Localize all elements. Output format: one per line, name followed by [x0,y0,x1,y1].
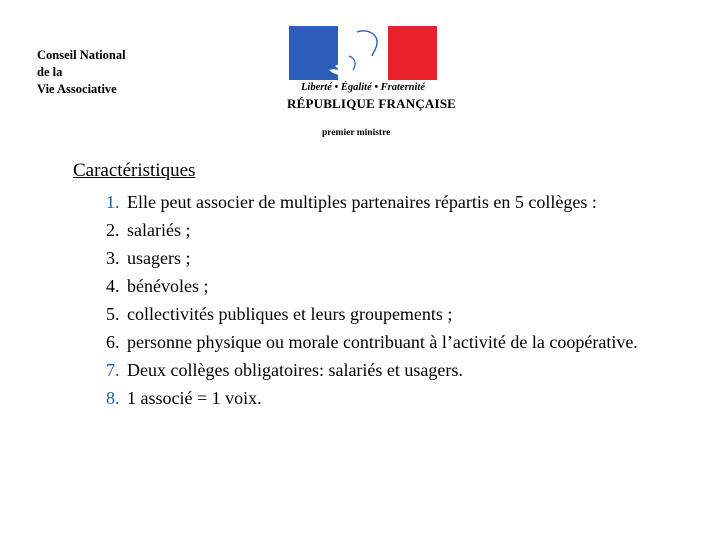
premier-ministre-subtitle: premier ministre [322,128,391,138]
list-item-number: 2. [106,220,120,240]
list-item [106,302,668,327]
list-item-text: salariés ; [127,220,191,240]
list-item-text: bénévoles ; [127,276,209,296]
list-item-number: 8. [106,388,120,408]
list-item [106,330,668,355]
list-item-text: Elle peut associer de multiples partenaires répartis en 5 collèges : [127,192,597,212]
list-item [106,386,668,411]
list-item-text: collectivités publiques et leurs groupements ; [127,304,453,324]
organization-name-line-1: Conseil National [37,48,126,62]
characteristics-list [106,190,668,414]
list-item [106,246,668,271]
list-item-number: 4. [106,276,120,296]
list-item [106,274,668,299]
motto-text: Liberté • Égalité • Fraternité [300,82,425,93]
marianne-icon [327,26,397,80]
list-item [106,218,668,243]
republique-francaise-text: RÉPUBLIQUE FRANÇAISE [287,96,457,111]
list-item-text: Deux collèges obligatoires: salariés et usagers. [127,360,463,380]
list-item-number: 5. [106,304,120,324]
list-item-number: 6. [106,332,120,352]
list-item-number: 7. [106,360,120,380]
list-item-text: personne physique ou morale contribuant à l’activité de la coopérative. [127,332,638,352]
section-heading: Caractéristiques [73,160,196,181]
list-item [106,190,668,215]
organization-name-line-2: de la [37,65,63,79]
list-item [106,358,668,383]
list-item-number: 1. [106,192,120,212]
list-item-number: 3. [106,248,120,268]
organization-name [37,47,126,98]
republique-francaise-logo [287,26,457,116]
list-item-text: usagers ; [127,248,191,268]
list-item-text: 1 associé = 1 voix. [127,388,262,408]
organization-name-line-3: Vie Associative [37,82,117,96]
